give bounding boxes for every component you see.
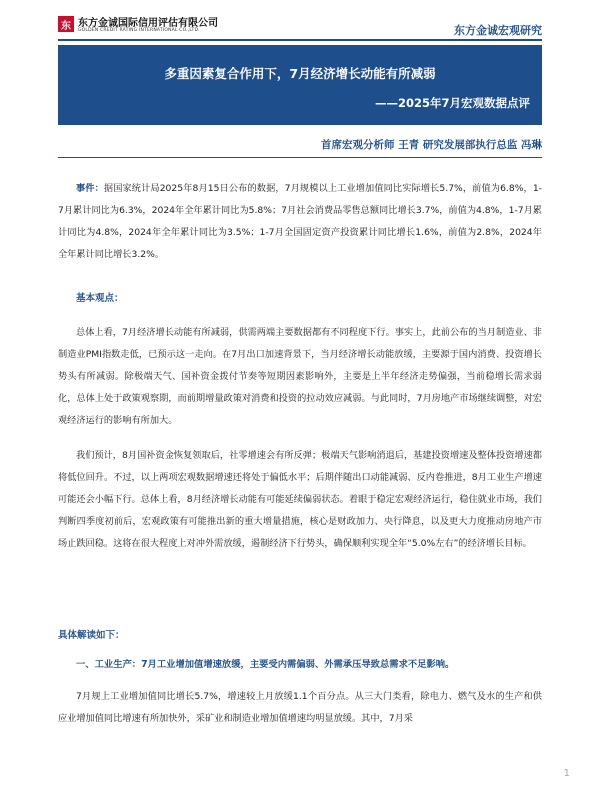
detail-heading: 具体解读如下： xyxy=(58,630,125,641)
author-divider xyxy=(58,157,542,158)
report-title: 多重因素复合作用下，7月经济增长动能有所减弱 xyxy=(164,66,436,81)
report-subtitle: ——2025年7月宏观数据点评 xyxy=(374,96,530,110)
header-divider xyxy=(58,39,542,41)
event-paragraph xyxy=(58,178,542,266)
company-name-en: GOLDEN CREDIT RATING INTERNATIONAL CO.,LTD. xyxy=(78,28,200,33)
event-label: 事件： xyxy=(76,183,104,194)
event-text: 据国家统计局2025年8月15日公布的数据，7月规模以上工业增加值同比实际增长5.7%，前值为6.8%，1-7月累计同比为6.3%，2024年全年累计同比为5.8%；7月社会消费品零售总额同比增长3.7%，前值为4.8%，1-7月累计同比为4.8%，2024年全年累计同比为3.5%；1-7月全国固定资产投资累计同比增长1.6%，前值为2.8%，2024年全年累计同比增长3.2%。 xyxy=(58,183,542,260)
basic-view-paragraph-2: 我们预计，8月国补资金恢复领取后，社零增速会有所反弹；极端天气影响消退后，基建投资增速及整体投资增速都将低位回升。不过，以上两项宏观数据增速还将处于偏低水平；后期伴随出口动能减弱、反内卷推进，8月工业生产增速可能还会小幅下行。总体上看，8月经济增长动能有可能延续偏弱状态。着眼于稳定宏观经济运行，稳住就业市场，我们判断四季度初前后，宏观政策有可能推出新的重大增量措施，核心是财政加力、央行降息，以及更大力度推动房地产市场止跌回稳。这将在很大程度上对冲外需放缓，遏制经济下行势头，确保顺利实现全年“5.0%左右”的经济增长目标。 xyxy=(58,450,542,549)
header-research-label: 东方金诚宏观研究 xyxy=(454,24,542,37)
company-logo-mark xyxy=(58,16,74,32)
logo-mark-text: 东 xyxy=(61,20,71,32)
basic-view-heading: 基本观点： xyxy=(76,293,124,304)
detail-subheading-industry: 一、工业生产：7月工业增加值增速放缓，主要受内需偏弱、外需承压导致总需求不足影响。 xyxy=(76,659,455,670)
author-line: 首席宏观分析师 王青 研究发展部执行总监 冯琳 xyxy=(321,139,542,151)
page-number: 1 xyxy=(563,768,570,779)
company-name-cn: 东方金诚国际信用评估有限公司 xyxy=(78,18,218,29)
title-banner xyxy=(58,45,542,125)
detail-paragraph-1: 7月规上工业增加值同比增长5.7%，增速较上月放缓1.1个百分点。从三大门类看，除电力、燃气及水的生产和供应业增加值同比增速有所加快外，采矿业和制造业增加值增速均明显放缓。其中，7月采 xyxy=(58,691,542,724)
basic-view-paragraph-1: 总体上看，7月经济增长动能有所减弱，供需两端主要数据都有不同程度下行。事实上，此前公布的当月制造业、非制造业PMI指数走低，已预示这一走向。在7月出口加速背景下，当月经济增长动能放缓，主要源于国内消费、投资增长势头有所减弱。除极端天气、国补资金拨付节奏等短期因素影响外，主要是上半年经济走势偏强，当前稳增长需求弱化，总体上处于政策观察期，而前期增量政策对消费和投资的拉动效应减弱。与此同时，7月房地产市场继续调整，对宏观经济运行的影响有所加大。 xyxy=(58,327,542,426)
